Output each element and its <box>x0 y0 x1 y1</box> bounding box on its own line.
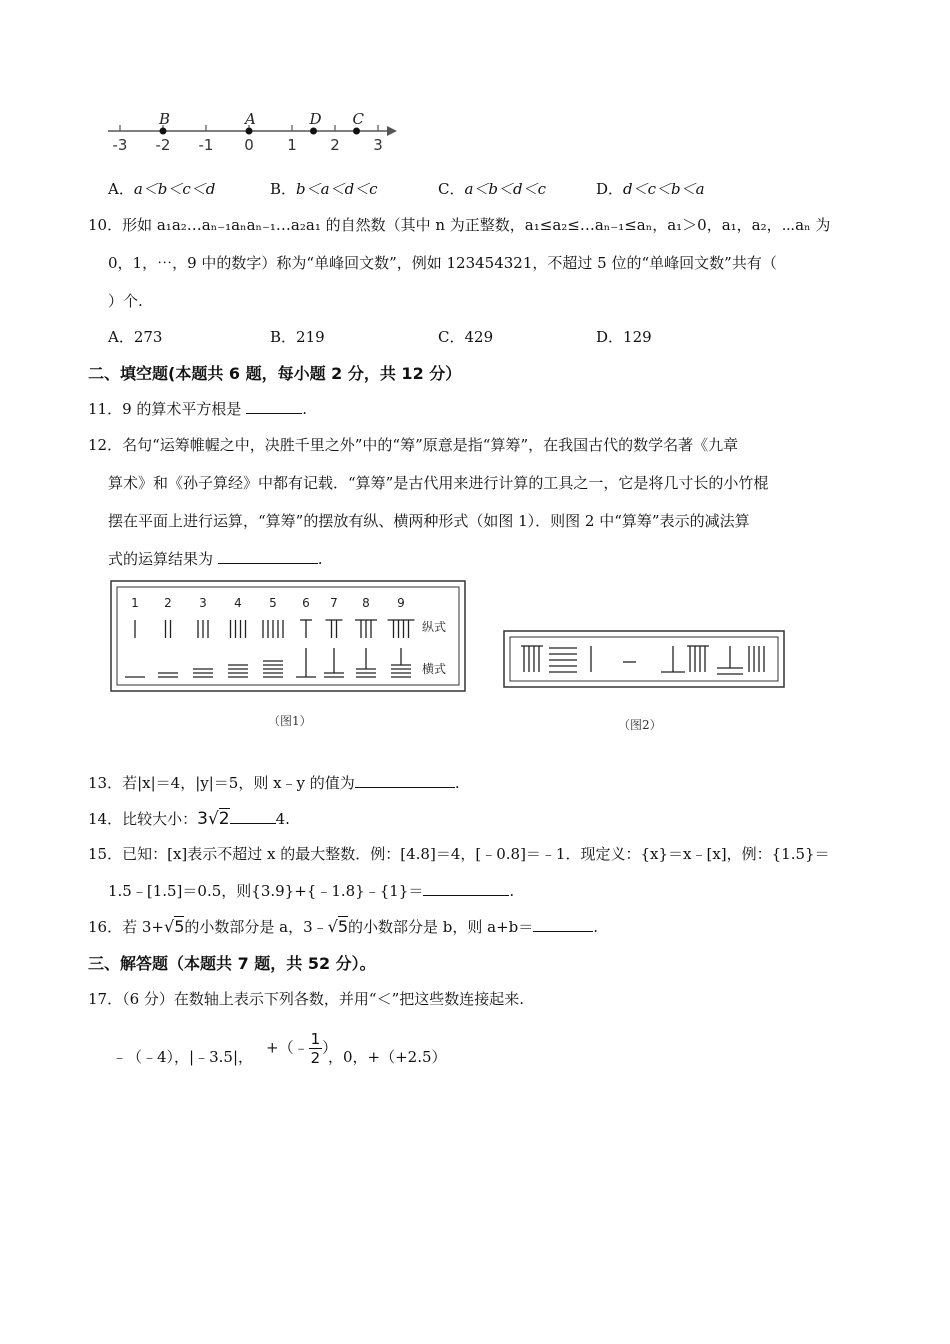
number-line-arrow <box>387 126 397 136</box>
fig1-digit-label: 3 <box>199 596 207 610</box>
point-c <box>353 128 360 135</box>
fig1-digit-label: 9 <box>397 596 405 610</box>
question-17: 17．（6 分）在数轴上表示下列各数，并用“＜”把这些数连接起来. <box>88 990 525 1008</box>
figure-2-counting-rods <box>503 630 785 688</box>
q10-option-c: C．429 <box>438 328 494 346</box>
tick-label: 2 <box>330 136 340 154</box>
fig1-digit-label: 2 <box>164 596 172 610</box>
tick-label: -2 <box>155 136 171 154</box>
q17-number-list-part2: ，0，+（+2.5） <box>328 1048 447 1066</box>
q9-option-a: A．a＜b＜c＜d <box>108 180 216 198</box>
q9-option-d: D．d＜c＜b＜a <box>596 180 705 198</box>
question-12-line3: 摆在平面上进行运算，“算筹”的摆放有纵、横两种形式（如图 1）．则图 2 中“算筹”表示的减法算 <box>108 512 750 530</box>
point-label: D <box>309 110 322 128</box>
section-2-heading: 二、填空题(本题共 6 题，每小题 2 分，共 12 分） <box>88 364 462 383</box>
point-label: B <box>159 110 171 128</box>
point-label: C <box>352 110 364 128</box>
question-12-line4: 式的运算结果为 . <box>108 550 323 568</box>
q10-option-a: A．273 <box>108 328 163 346</box>
q10-option-d: D．129 <box>596 328 652 346</box>
figure-1-caption: （图1） <box>268 714 312 728</box>
question-12-line2: 算术》和《孙子算经》中都有记载．“算筹”是古代用来进行计算的工具之一，它是将几寸长的小竹棍 <box>108 474 769 492</box>
question-10-line2: 0，1，⋯，9 中的数字）称为“单峰回文数”，例如 123454321，不超过 5 位的“单峰回文数”共有（ <box>108 254 777 272</box>
question-13: 13．若|x|＝4，|y|＝5，则 x﹣y 的值为 . <box>88 774 460 792</box>
fig1-label-vertical: 纵式 <box>422 620 447 634</box>
q10-option-b: B．219 <box>270 328 325 346</box>
question-15-line1: 15．已知：[x]表示不超过 x 的最大整数．例：[4.8]＝4，[﹣0.8]＝﹣1．现定义：{x}＝x﹣[x]，例：{1.5}＝ <box>88 845 830 863</box>
tick-label: -1 <box>198 136 214 154</box>
sqrt-expression: 3√2 <box>197 809 230 829</box>
question-16: 16．若 3+√5的小数部分是 a，3﹣√5的小数部分是 b，则 a+b＝ . <box>88 917 599 936</box>
question-10-line3: ）个. <box>108 292 143 310</box>
tick-label: -3 <box>112 136 128 154</box>
fig1-label-horizontal: 横式 <box>422 662 447 676</box>
fig1-digit-label: 6 <box>302 596 310 610</box>
figure-1-counting-rods <box>110 580 466 692</box>
question-15-line2: 1.5﹣[1.5]＝0.5，则{3.9}+{﹣1.8}﹣{1}＝ . <box>108 882 515 900</box>
tick-label: 0 <box>244 136 254 154</box>
fig1-digit-label: 5 <box>269 596 277 610</box>
point-d <box>310 128 317 135</box>
number-line-figure <box>100 108 405 158</box>
point-a <box>246 128 253 135</box>
figure-2-caption: （图2） <box>618 718 662 732</box>
q9-option-c: C．a＜b＜d＜c <box>438 180 547 198</box>
question-10-line1: 10．形如 a₁a₂…aₙ₋₁aₙaₙ₋₁…a₂a₁ 的自然数（其中 n 为正整数，a₁≤a₂≤…aₙ₋₁≤aₙ，a₁＞0，a₁，a₂，⋯aₙ 为 <box>88 216 831 234</box>
q9-option-b: B．b＜a＜d＜c <box>270 180 378 198</box>
tick-label: 3 <box>373 136 383 154</box>
fig1-digit-label: 4 <box>234 596 242 610</box>
point-b <box>160 128 167 135</box>
point-label: A <box>245 110 256 128</box>
question-14: 14．比较大小：3√2 4. <box>88 809 290 829</box>
q17-fraction: +（﹣ $\frac{1}{2}$ ） <box>266 1030 338 1067</box>
fig1-digit-label: 1 <box>131 596 139 610</box>
section-3-heading: 三、解答题（本题共 7 题，共 52 分）。 <box>88 954 376 973</box>
question-12-line1: 12．名句“运筹帷幄之中，决胜千里之外”中的“筹”原意是指“算筹”，在我国古代的数学名著《九章 <box>88 436 739 454</box>
fig1-digit-label: 8 <box>362 596 370 610</box>
q17-number-list-part1: ﹣（﹣4），|﹣3.5|， <box>112 1048 254 1066</box>
tick-label: 1 <box>287 136 297 154</box>
fig1-digit-label: 7 <box>330 596 338 610</box>
question-11: 11．9 的算术平方根是 . <box>88 400 307 418</box>
